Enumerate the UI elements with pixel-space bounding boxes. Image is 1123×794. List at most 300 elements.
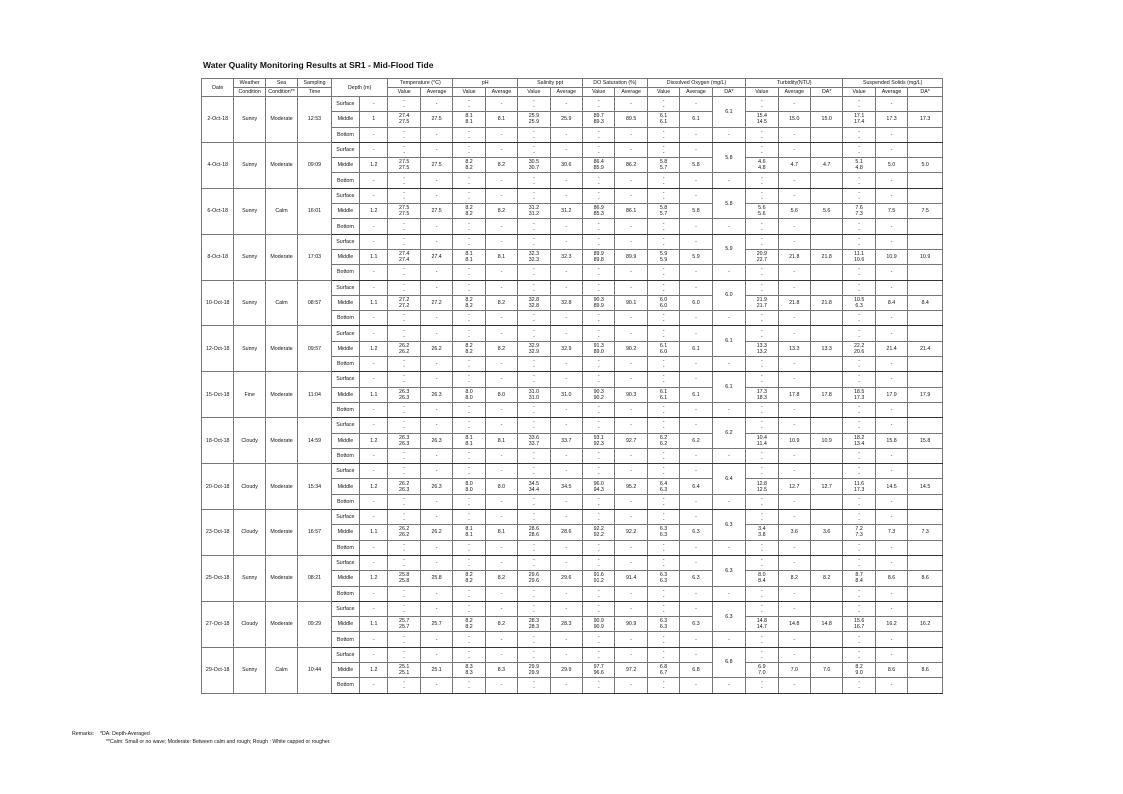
cell-ss-value xyxy=(843,662,875,677)
cell-temp-average: - xyxy=(420,219,452,234)
cell-do-value-2: - xyxy=(662,287,665,294)
cell-turb-value xyxy=(746,112,778,127)
header-ph: pH xyxy=(453,79,518,88)
cell-dos-value xyxy=(583,295,615,310)
cell-do-value-1: - xyxy=(662,220,665,227)
cell-ph-value-2: - xyxy=(468,455,470,462)
cell-ss-value xyxy=(843,433,875,448)
cell-do-da: 5.9 xyxy=(712,234,745,265)
table-row xyxy=(202,280,943,295)
cell-date: 18-Oct-18 xyxy=(202,418,234,464)
header-salinity: Salinity ppt xyxy=(518,79,583,88)
cell-ss-value-1: - xyxy=(858,404,860,411)
cell-do-average: - xyxy=(680,555,712,570)
cell-dos-value-2: - xyxy=(597,195,600,202)
cell-depth: - xyxy=(360,280,388,295)
cell-do-value xyxy=(647,479,679,494)
cell-dos-value-2: - xyxy=(597,654,600,661)
cell-sampling-time: 09:09 xyxy=(298,142,331,188)
cell-date: 10-Oct-18 xyxy=(202,280,234,326)
cell-turb-value-2: 3.8 xyxy=(758,532,766,539)
cell-temp-value xyxy=(388,525,420,540)
cell-turb-value xyxy=(746,311,778,326)
cell-sea-condition: Moderate xyxy=(265,234,297,280)
cell-sal-value xyxy=(518,448,550,463)
cell-turb-value-2: - xyxy=(760,134,763,141)
cell-temp-value xyxy=(388,601,420,616)
cell-temp-value xyxy=(388,280,420,295)
cell-ss-average: - xyxy=(875,219,907,234)
cell-turb-da xyxy=(810,418,842,433)
cell-ss-da xyxy=(908,372,943,387)
cell-turb-average: - xyxy=(778,448,810,463)
cell-dos-average: - xyxy=(615,678,647,693)
cell-dos-average: - xyxy=(615,402,647,417)
cell-dos-value-1: 86.4 xyxy=(593,159,604,166)
cell-sal-value xyxy=(518,204,550,219)
cell-do-value xyxy=(647,617,679,632)
cell-turb-value xyxy=(746,158,778,173)
cell-sal-average: 32.8 xyxy=(550,295,582,310)
cell-depth: 1.1 xyxy=(360,387,388,402)
cell-level: Surface xyxy=(331,464,359,479)
cell-dos-average: - xyxy=(615,647,647,662)
cell-ph-value xyxy=(453,234,485,249)
cell-sal-value-2: 28.6 xyxy=(528,532,540,539)
cell-ss-da xyxy=(908,265,943,280)
cell-turb-average: - xyxy=(778,647,810,662)
cell-sal-value xyxy=(518,295,550,310)
cell-sal-value-2: - xyxy=(532,272,535,279)
cell-ss-average: - xyxy=(875,632,907,647)
cell-ph-value xyxy=(453,326,485,341)
cell-do-value-2: - xyxy=(662,364,665,371)
cell-dos-value-1: - xyxy=(597,511,600,518)
cell-ph-average: 8.3 xyxy=(485,662,517,677)
cell-depth: - xyxy=(360,555,388,570)
cell-sea-condition: Moderate xyxy=(265,510,297,556)
cell-turb-value-1: 4.6 xyxy=(758,159,766,166)
cell-do-value-1: 6.1 xyxy=(659,342,668,349)
cell-ss-value-1: 7.6 xyxy=(855,205,863,212)
cell-turb-value-2: - xyxy=(760,425,763,432)
cell-temp-value-1: - xyxy=(403,602,406,609)
cell-ph-value-1: - xyxy=(468,235,470,242)
cell-ss-da: 7.5 xyxy=(908,204,943,219)
cell-sal-value-2: - xyxy=(532,287,535,294)
table-row xyxy=(202,142,943,157)
cell-ss-value-2: - xyxy=(858,364,860,371)
cell-turb-value-2: 14.7 xyxy=(756,624,767,631)
cell-sea-condition: Calm xyxy=(265,647,297,693)
cell-level: Surface xyxy=(331,555,359,570)
cell-temp-average: - xyxy=(420,97,452,112)
cell-level: Surface xyxy=(331,601,359,616)
cell-ph-value-2: - xyxy=(468,410,470,417)
cell-ph-value xyxy=(453,525,485,540)
cell-do-value xyxy=(647,601,679,616)
cell-dos-value-1: - xyxy=(597,358,600,365)
cell-ss-da: 17.3 xyxy=(908,112,943,127)
cell-ph-value xyxy=(453,295,485,310)
cell-dos-average: - xyxy=(615,555,647,570)
cell-sal-value xyxy=(518,662,550,677)
cell-sal-value xyxy=(518,372,550,387)
cell-turb-value-2: - xyxy=(760,501,763,508)
cell-do-average: - xyxy=(680,448,712,463)
cell-sal-average: 28.3 xyxy=(550,617,582,632)
cell-temp-average: - xyxy=(420,632,452,647)
cell-ss-average: 16.2 xyxy=(875,617,907,632)
cell-turb-da: 7.0 xyxy=(810,662,842,677)
cell-turb-value xyxy=(746,173,778,188)
cell-ph-value-2: - xyxy=(468,685,470,692)
cell-temp-value-2: - xyxy=(403,104,406,111)
cell-sampling-time: 16:57 xyxy=(298,510,331,556)
cell-level: Surface xyxy=(331,234,359,249)
cell-turb-average: - xyxy=(778,234,810,249)
cell-ss-average: - xyxy=(875,601,907,616)
cell-dos-value xyxy=(583,647,615,662)
cell-depth: 1.1 xyxy=(360,295,388,310)
cell-do-average: 6.3 xyxy=(680,525,712,540)
cell-ss-da xyxy=(908,647,943,662)
cell-ph-value-2: 8.1 xyxy=(465,119,473,126)
cell-turb-da xyxy=(810,357,842,372)
cell-sal-value-1: 28.6 xyxy=(528,526,540,533)
cell-sal-value-2: - xyxy=(532,654,535,661)
cell-dos-average: 90.3 xyxy=(615,387,647,402)
cell-turb-average: - xyxy=(778,173,810,188)
cell-turb-average: - xyxy=(778,311,810,326)
cell-ph-value-1: - xyxy=(468,679,470,686)
cell-do-average: - xyxy=(680,265,712,280)
cell-ph-average: - xyxy=(485,97,517,112)
cell-turb-da xyxy=(810,494,842,509)
cell-turb-value-1: 5.6 xyxy=(758,205,766,212)
cell-ss-value-1: - xyxy=(858,648,860,655)
cell-ss-value-2: 17.4 xyxy=(853,119,865,126)
cell-turb-value-2: - xyxy=(760,180,763,187)
cell-sal-average: - xyxy=(550,265,582,280)
cell-dos-value-2: 89.3 xyxy=(593,119,604,126)
cell-ph-average: - xyxy=(485,311,517,326)
cell-ss-value xyxy=(843,112,875,127)
cell-turb-value xyxy=(746,617,778,632)
cell-ss-value-2: - xyxy=(858,547,860,554)
cell-date: 8-Oct-18 xyxy=(202,234,234,280)
cell-weather: Cloudy xyxy=(234,464,265,510)
cell-dos-average: - xyxy=(615,234,647,249)
cell-turb-value-1: - xyxy=(760,495,763,502)
cell-dos-value-2: - xyxy=(597,593,600,600)
cell-do-da: 6.1 xyxy=(712,97,745,128)
cell-turb-average: - xyxy=(778,357,810,372)
cell-ss-value-2: 9.0 xyxy=(855,670,863,677)
cell-ph-average: - xyxy=(485,127,517,142)
page-title: Water Quality Monitoring Results at SR1 - Mid-Flood Tide xyxy=(203,60,434,70)
cell-temp-average: 26.3 xyxy=(420,479,452,494)
cell-do-value xyxy=(647,418,679,433)
cell-turb-value xyxy=(746,387,778,402)
cell-depth: - xyxy=(360,402,388,417)
cell-sampling-time: 12:53 xyxy=(298,97,331,143)
cell-do-value xyxy=(647,97,679,112)
cell-dos-value-2: 85.3 xyxy=(593,211,604,218)
cell-ph-value-1: 8.1 xyxy=(465,113,473,120)
cell-ph-value xyxy=(453,173,485,188)
cell-ss-average: - xyxy=(875,540,907,555)
cell-ss-value-1: - xyxy=(858,312,860,319)
header-turb-value: Value xyxy=(746,88,778,97)
cell-turb-average: 15.0 xyxy=(778,112,810,127)
cell-do-value xyxy=(647,357,679,372)
cell-ph-value xyxy=(453,647,485,662)
cell-ss-da xyxy=(908,448,943,463)
cell-do-average: - xyxy=(680,464,712,479)
cell-dos-value-1: - xyxy=(597,220,600,227)
cell-ss-average: - xyxy=(875,494,907,509)
cell-do-value xyxy=(647,540,679,555)
cell-ph-value-2: - xyxy=(468,639,470,646)
cell-ss-value-2: 16.7 xyxy=(853,624,865,631)
cell-temp-average: 26.3 xyxy=(420,387,452,402)
cell-do-value-1: - xyxy=(662,633,665,640)
cell-do-value-1: - xyxy=(662,449,665,456)
header-do-value: Value xyxy=(647,88,679,97)
cell-dos-average: 89.5 xyxy=(615,112,647,127)
cell-temp-value xyxy=(388,112,420,127)
cell-ph-value xyxy=(453,265,485,280)
cell-do-value xyxy=(647,464,679,479)
cell-temp-average: - xyxy=(420,188,452,203)
cell-sal-value-1: - xyxy=(532,281,535,288)
cell-turb-average: - xyxy=(778,265,810,280)
cell-sea-condition: Moderate xyxy=(265,142,297,188)
cell-temp-value xyxy=(388,295,420,310)
cell-ss-value-2: - xyxy=(858,226,860,233)
cell-ss-value xyxy=(843,295,875,310)
cell-sal-value-2: - xyxy=(532,379,535,386)
cell-turb-value-1: 12.8 xyxy=(756,480,767,487)
cell-turb-average: - xyxy=(778,280,810,295)
cell-dos-value-2: - xyxy=(597,364,600,371)
cell-do-value-2: 5.7 xyxy=(659,165,668,172)
cell-turb-average: - xyxy=(778,632,810,647)
cell-sal-value-2: 32.9 xyxy=(528,348,540,355)
table-row xyxy=(202,464,943,479)
cell-ss-value-2: - xyxy=(858,410,860,417)
cell-sampling-time: 15:34 xyxy=(298,464,331,510)
cell-ss-value-2: 10.6 xyxy=(853,257,865,264)
cell-dos-value xyxy=(583,418,615,433)
cell-turb-average: - xyxy=(778,418,810,433)
cell-ss-value-2: - xyxy=(858,517,860,524)
cell-ss-da: 8.6 xyxy=(908,662,943,677)
cell-temp-value xyxy=(388,479,420,494)
cell-do-value-2: - xyxy=(662,379,665,386)
cell-ph-average: - xyxy=(485,678,517,693)
cell-do-da-bottom: - xyxy=(712,494,745,509)
cell-dos-value-2: - xyxy=(597,410,600,417)
cell-level: Bottom xyxy=(331,357,359,372)
cell-ph-average: - xyxy=(485,448,517,463)
cell-turb-da: 14.8 xyxy=(810,617,842,632)
cell-dos-value-2: - xyxy=(597,425,600,432)
cell-turb-value-1: - xyxy=(760,449,763,456)
cell-do-average: - xyxy=(680,494,712,509)
cell-do-value-1: - xyxy=(662,602,665,609)
cell-turb-value xyxy=(746,586,778,601)
cell-do-value-1: - xyxy=(662,511,665,518)
cell-do-value-1: - xyxy=(662,587,665,594)
cell-ph-value xyxy=(453,219,485,234)
cell-ph-value xyxy=(453,127,485,142)
cell-ss-value xyxy=(843,158,875,173)
cell-sal-value-1: - xyxy=(532,404,535,411)
cell-dos-value-1: - xyxy=(597,174,600,181)
cell-sampling-time: 16:01 xyxy=(298,188,331,234)
cell-ss-value-1: - xyxy=(858,144,860,151)
cell-temp-value xyxy=(388,188,420,203)
cell-temp-value-2: - xyxy=(403,471,406,478)
cell-ss-value xyxy=(843,188,875,203)
cell-temp-average: - xyxy=(420,311,452,326)
cell-sal-value-2: - xyxy=(532,563,535,570)
cell-ph-value-1: - xyxy=(468,174,470,181)
cell-do-value-2: - xyxy=(662,593,665,600)
cell-turb-value xyxy=(746,510,778,525)
cell-ss-value xyxy=(843,265,875,280)
cell-ss-value xyxy=(843,280,875,295)
cell-do-da: 6.3 xyxy=(712,601,745,632)
cell-dos-average: 91.4 xyxy=(615,571,647,586)
cell-turb-value-2: - xyxy=(760,563,763,570)
cell-turb-value-2: - xyxy=(760,517,763,524)
cell-depth: - xyxy=(360,97,388,112)
cell-level: Middle xyxy=(331,479,359,494)
cell-sal-value-1: 32.8 xyxy=(528,297,540,303)
cell-sea-condition: Moderate xyxy=(265,464,297,510)
cell-ph-average: - xyxy=(485,647,517,662)
cell-level: Bottom xyxy=(331,632,359,647)
cell-ss-da xyxy=(908,540,943,555)
cell-level: Middle xyxy=(331,525,359,540)
cell-ph-value-2: - xyxy=(468,517,470,524)
cell-dos-value xyxy=(583,265,615,280)
cell-depth: - xyxy=(360,586,388,601)
cell-do-value-2: - xyxy=(662,134,665,141)
cell-sal-value-1: 28.3 xyxy=(528,618,540,625)
cell-dos-value xyxy=(583,97,615,112)
cell-ss-value-2: - xyxy=(858,501,860,508)
cell-temp-value-1: - xyxy=(403,312,406,319)
cell-ss-average: - xyxy=(875,555,907,570)
cell-ss-average: - xyxy=(875,372,907,387)
cell-ss-value-2: 7.3 xyxy=(855,211,863,218)
cell-ss-da xyxy=(908,510,943,525)
cell-ss-average: 14.5 xyxy=(875,479,907,494)
cell-turb-da xyxy=(810,647,842,662)
cell-do-da-bottom: - xyxy=(712,219,745,234)
cell-depth: - xyxy=(360,647,388,662)
cell-sal-value-1: - xyxy=(532,235,535,242)
cell-ss-da xyxy=(908,494,943,509)
cell-sal-value xyxy=(518,525,550,540)
cell-do-value-1: 6.4 xyxy=(659,480,668,487)
cell-ss-value xyxy=(843,647,875,662)
cell-ss-da: 8.6 xyxy=(908,571,943,586)
cell-temp-value xyxy=(388,586,420,601)
cell-weather: Sunny xyxy=(234,188,265,234)
cell-dos-value xyxy=(583,219,615,234)
cell-do-value xyxy=(647,219,679,234)
cell-ph-value-1: 8.2 xyxy=(465,159,473,166)
cell-turb-value-1: - xyxy=(760,174,763,181)
cell-ss-value xyxy=(843,341,875,356)
cell-temp-value-1: 26.2 xyxy=(399,526,410,533)
cell-turb-da xyxy=(810,311,842,326)
cell-dos-average: 86.1 xyxy=(615,204,647,219)
cell-temp-average: - xyxy=(420,586,452,601)
header-weather-2: Condition xyxy=(234,88,265,97)
table-row xyxy=(202,555,943,570)
header-do-saturation: DO Saturation (%) xyxy=(583,79,648,88)
cell-ss-value xyxy=(843,387,875,402)
cell-dos-average: - xyxy=(615,372,647,387)
cell-do-value-2: - xyxy=(662,318,665,325)
cell-temp-value-1: - xyxy=(403,98,406,105)
cell-temp-value-1: 26.2 xyxy=(399,342,410,349)
table-row xyxy=(202,188,943,203)
cell-turb-value xyxy=(746,326,778,341)
cell-ss-da: 5.0 xyxy=(908,158,943,173)
cell-turb-da xyxy=(810,448,842,463)
cell-do-value xyxy=(647,249,679,264)
cell-turb-value-2: - xyxy=(760,272,763,279)
cell-dos-value-2: - xyxy=(597,547,600,554)
cell-temp-value xyxy=(388,632,420,647)
cell-ph-value-2: 8.2 xyxy=(465,303,473,309)
cell-ss-value xyxy=(843,311,875,326)
cell-sal-average: - xyxy=(550,326,582,341)
cell-dos-value-1: 93.1 xyxy=(593,434,604,441)
cell-ph-value-2: - xyxy=(468,180,470,187)
cell-do-average: - xyxy=(680,142,712,157)
cell-ss-value xyxy=(843,249,875,264)
cell-ph-value xyxy=(453,678,485,693)
cell-ss-value xyxy=(843,617,875,632)
cell-dos-value-1: - xyxy=(597,449,600,456)
cell-temp-value-1: 26.2 xyxy=(399,480,410,487)
cell-do-value xyxy=(647,372,679,387)
cell-ss-value-2: 17.3 xyxy=(853,394,865,401)
cell-ph-average: - xyxy=(485,219,517,234)
cell-dos-value-1: - xyxy=(597,602,600,609)
cell-dos-value-1: - xyxy=(597,648,600,655)
cell-temp-value-1: - xyxy=(403,511,406,518)
cell-ss-value-1: - xyxy=(858,419,860,426)
cell-sea-condition: Calm xyxy=(265,280,297,326)
cell-sal-average: 32.9 xyxy=(550,341,582,356)
cell-sal-value-2: - xyxy=(532,333,535,340)
cell-dos-value xyxy=(583,448,615,463)
cell-do-da: 6.3 xyxy=(712,510,745,541)
cell-do-value-1: - xyxy=(662,128,665,135)
cell-dos-value xyxy=(583,127,615,142)
cell-turb-value-2: - xyxy=(760,150,763,157)
cell-sampling-time: 10:44 xyxy=(298,647,331,693)
